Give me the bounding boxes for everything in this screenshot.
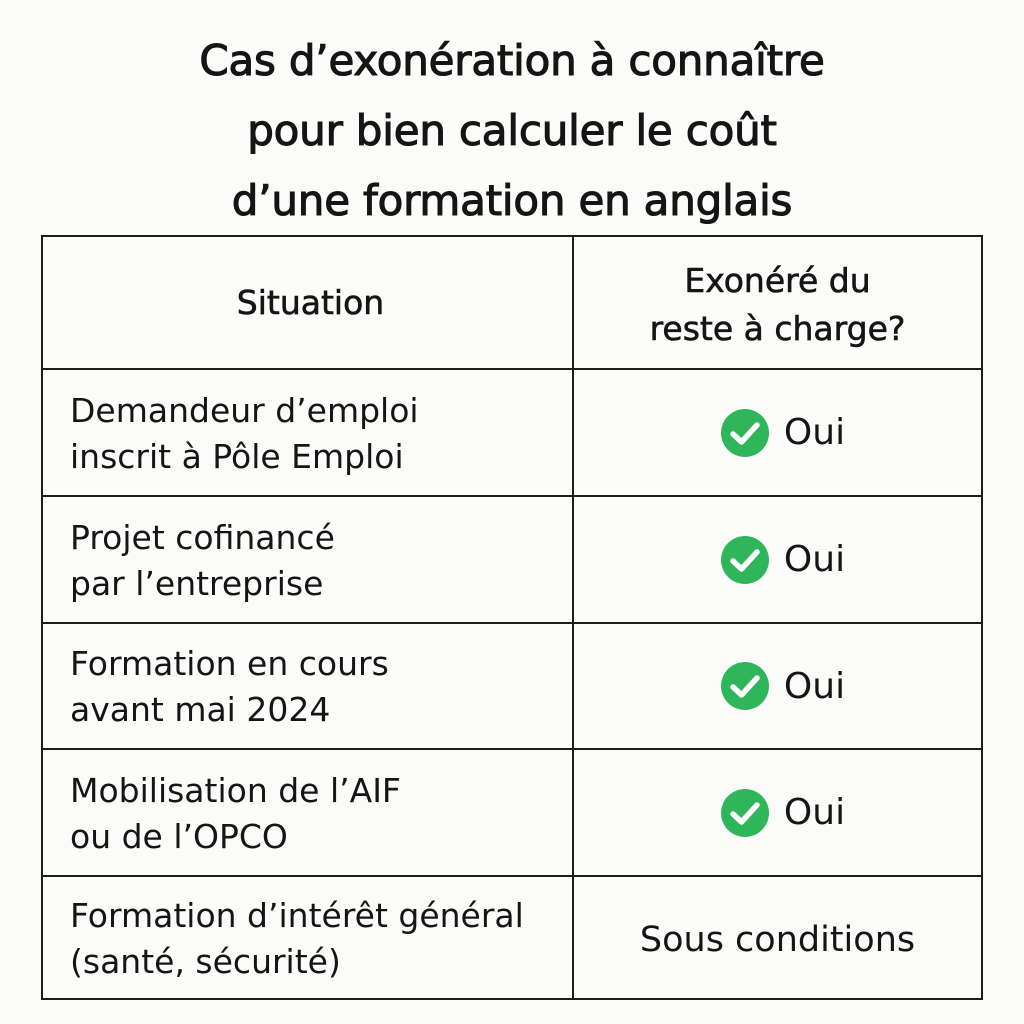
table-row-answer [574,877,981,998]
table-row-situation [43,370,574,497]
check-circle-icon [720,788,770,838]
table-row-answer [574,750,981,877]
table-row-answer [574,624,981,750]
table-row-answer [574,370,981,497]
page-title [0,26,1024,236]
table-row-answer [574,497,981,624]
situation-line-1: Mobilisation de l’AIF [70,770,401,810]
header-situation [43,237,574,370]
answer-label: Sous conditions [639,919,916,960]
situation-line-2: avant mai 2024 [70,690,331,729]
answer-label: Oui [783,539,846,580]
situation-line-2: par l’entreprise [70,563,324,603]
table-row-situation [43,497,574,624]
title-line-1: Cas d’exonération à connaître [199,36,825,85]
table-row-situation [43,877,574,998]
situation-line-1: Formation d’intérêt général [70,895,524,935]
table-row-situation [43,624,574,750]
title-line-2: pour bien calculer le coût [247,106,777,155]
check-circle-icon [720,408,770,458]
situation-line-1: Demandeur d’emploi [70,390,419,430]
header-exempt-line-1: Exonéré du [684,260,871,300]
header-exempt-line-2: reste à charge? [649,308,906,348]
header-exempt [574,237,981,370]
header-situation-label: Situation [236,282,385,322]
answer-label: Oui [783,665,846,707]
situation-line-2: inscrit à Pôle Emploi [70,436,404,476]
answer-label: Oui [783,412,846,453]
situation-line-1: Projet cofinancé [70,517,335,557]
table-row-situation [43,750,574,877]
answer-label: Oui [783,792,846,833]
check-circle-icon [720,535,770,585]
situation-line-2: (santé, sécurité) [70,941,341,981]
situation-line-1: Formation en cours [70,644,389,683]
title-line-3: d’une formation en anglais [231,176,793,225]
check-circle-icon [720,661,770,711]
exemption-table [41,235,983,1000]
situation-line-2: ou de l’OPCO [70,816,288,856]
